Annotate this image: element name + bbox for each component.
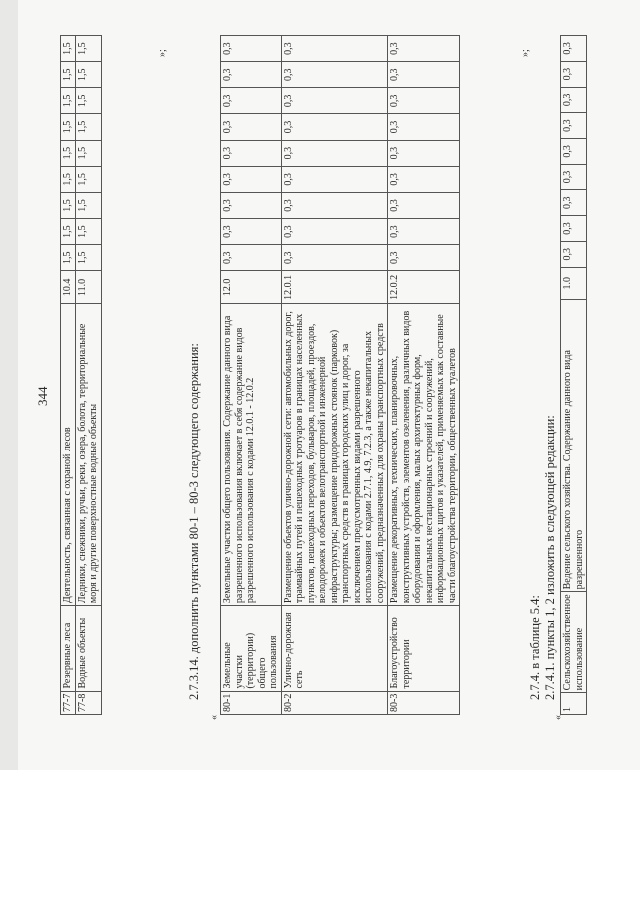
section-heading-2-7-4: 2.7.4. в таблице 5.4: xyxy=(528,595,542,700)
row-kind-code: 12.0.1 xyxy=(281,271,388,304)
row-value: 1,5 xyxy=(61,140,76,166)
row-description: Размещение декоративных, технических, планировочных, конструктивных устройств, элементов озеленения, различных видов оборудования и оформления, малых архитектурных форм, некапитальных нестационарных строений и сооружений, информационных щитов и указателей, применяемых как составные части благоустройства территории, общественных туалетов xyxy=(388,304,460,606)
table-row xyxy=(561,36,587,715)
row-value: 0,3 xyxy=(561,216,587,242)
row-value: 1,5 xyxy=(61,114,76,140)
row-name: Резервные леса xyxy=(61,606,76,691)
row-value: 0,3 xyxy=(388,36,460,62)
row-value: 0,3 xyxy=(221,192,282,218)
row-value: 0,3 xyxy=(221,36,282,62)
scan-edge-shadow xyxy=(0,0,18,770)
row-value: 1,5 xyxy=(75,192,101,218)
row-value: 0,3 xyxy=(221,219,282,245)
row-kind-code: 10.4 xyxy=(61,271,76,304)
row-value: 0,3 xyxy=(281,36,388,62)
row-value: 1,5 xyxy=(61,62,76,88)
row-value: 0,3 xyxy=(388,245,460,271)
row-value: 0,3 xyxy=(221,114,282,140)
row-value: 1,5 xyxy=(61,36,76,62)
rotated-page-content xyxy=(35,35,635,760)
table-row xyxy=(221,36,282,715)
row-value: 0,3 xyxy=(561,61,587,87)
row-value: 0,3 xyxy=(221,166,282,192)
row-value: 0,3 xyxy=(561,164,587,190)
row-value: 1,5 xyxy=(75,245,101,271)
row-value: 0,3 xyxy=(281,62,388,88)
row-value: 0,3 xyxy=(561,190,587,216)
row-name: Улично-дорожная сеть xyxy=(281,606,388,691)
row-code: 80-3 xyxy=(388,691,460,714)
row-value: 0,3 xyxy=(221,88,282,114)
row-value: 1,5 xyxy=(75,140,101,166)
quote-open-mid: « xyxy=(209,715,220,720)
row-value: 0,3 xyxy=(388,114,460,140)
row-name: Благоустройство территории xyxy=(388,606,460,691)
quote-close-mid: »; xyxy=(520,49,531,57)
row-kind-code: 1.0 xyxy=(561,267,587,299)
table-row xyxy=(75,36,101,715)
row-value: 0,3 xyxy=(281,166,388,192)
row-value: 0,3 xyxy=(221,140,282,166)
table-row xyxy=(61,36,76,715)
row-value: 1,5 xyxy=(75,62,101,88)
row-value: 1,5 xyxy=(61,245,76,271)
row-kind-code: 11.0 xyxy=(75,271,101,304)
row-description: Деятельность, связанная с охраной лесов xyxy=(61,304,76,606)
row-value: 0,3 xyxy=(281,245,388,271)
row-name: Сельскохозяйственное использование xyxy=(561,592,587,693)
row-value: 1,5 xyxy=(61,219,76,245)
table-mid xyxy=(220,35,460,715)
section-heading-2-7-4-1: 2.7.4.1. пункты 1, 2 изложить в следующей редакции: xyxy=(543,415,557,700)
row-value: 1,5 xyxy=(75,36,101,62)
row-value: 0,3 xyxy=(561,87,587,113)
row-value: 1,5 xyxy=(75,88,101,114)
row-value: 1,5 xyxy=(61,166,76,192)
row-value: 1,5 xyxy=(75,166,101,192)
row-description: Ледники, снежники, ручьи, реки, озера, болота, территориальные моря и другие поверхностные водные объекты xyxy=(75,304,101,606)
table-top xyxy=(60,35,102,715)
row-value: 0,3 xyxy=(388,140,460,166)
row-value: 0,3 xyxy=(561,36,587,62)
row-value: 0,3 xyxy=(281,219,388,245)
page-number: 344 xyxy=(35,386,50,406)
row-name: Земельные участки (территории) общего пользования xyxy=(221,606,282,691)
row-value: 1,5 xyxy=(61,88,76,114)
table-bottom xyxy=(560,35,587,715)
row-value: 0,3 xyxy=(281,88,388,114)
row-code: 77-8 xyxy=(75,691,101,714)
row-value: 0,3 xyxy=(221,62,282,88)
row-value: 0,3 xyxy=(561,113,587,139)
row-value: 0,3 xyxy=(388,219,460,245)
section-heading-2-7-3-14: 2.7.3.14. дополнить пунктами 80-1 – 80-3 следующего содержания: xyxy=(187,343,201,700)
row-code: 77-7 xyxy=(61,691,76,714)
row-name: Водные объекты xyxy=(75,606,101,691)
row-value: 0,3 xyxy=(388,166,460,192)
row-value: 1,5 xyxy=(75,114,101,140)
row-value: 1,5 xyxy=(61,192,76,218)
quote-close-top: »; xyxy=(157,49,168,57)
row-value: 0,3 xyxy=(388,62,460,88)
row-code: 1 xyxy=(561,693,587,715)
row-kind-code: 12.0.2 xyxy=(388,271,460,304)
table-row xyxy=(281,36,388,715)
quote-open-bottom: « xyxy=(553,715,564,720)
row-description: Ведение сельского хозяйства. Содержание данного вида разрешенного xyxy=(561,300,587,592)
row-code: 80-2 xyxy=(281,691,388,714)
row-value: 0,3 xyxy=(388,88,460,114)
row-value: 0,3 xyxy=(561,241,587,267)
row-value: 0,3 xyxy=(281,114,388,140)
row-value: 0,3 xyxy=(281,140,388,166)
row-value: 0,3 xyxy=(561,138,587,164)
row-value: 0,3 xyxy=(388,192,460,218)
row-code: 80-1 xyxy=(221,691,282,714)
table-row xyxy=(388,36,460,715)
row-description: Размещение объектов улично-дорожной сети: автомобильных дорог, трамвайных путей и пешеходных тротуаров в границах населенных пунктов, пешеходных переходов, бульваров, площадей, проездов, велодорожек и объектов велотранспортной и инженерной инфраструктуры; размещение придорожных стоянок (парковок) транспортных средств в границах городских улиц и дорог, за исключением предусмотренных видами разрешенного использования с кодами 2.7.1, 4.9, 7.2.3, а также некапитальных сооружений, предназначенных для охраны транспортных средств xyxy=(281,304,388,606)
row-description: Земельные участки общего пользования. Содержание данного вида разрешенного использования включает в себя содержание видов разрешенного использования с кодами 12.0.1 - 12.0.2 xyxy=(221,304,282,606)
row-value: 0,3 xyxy=(221,245,282,271)
row-value: 1,5 xyxy=(75,219,101,245)
row-kind-code: 12.0 xyxy=(221,271,282,304)
row-value: 0,3 xyxy=(281,192,388,218)
